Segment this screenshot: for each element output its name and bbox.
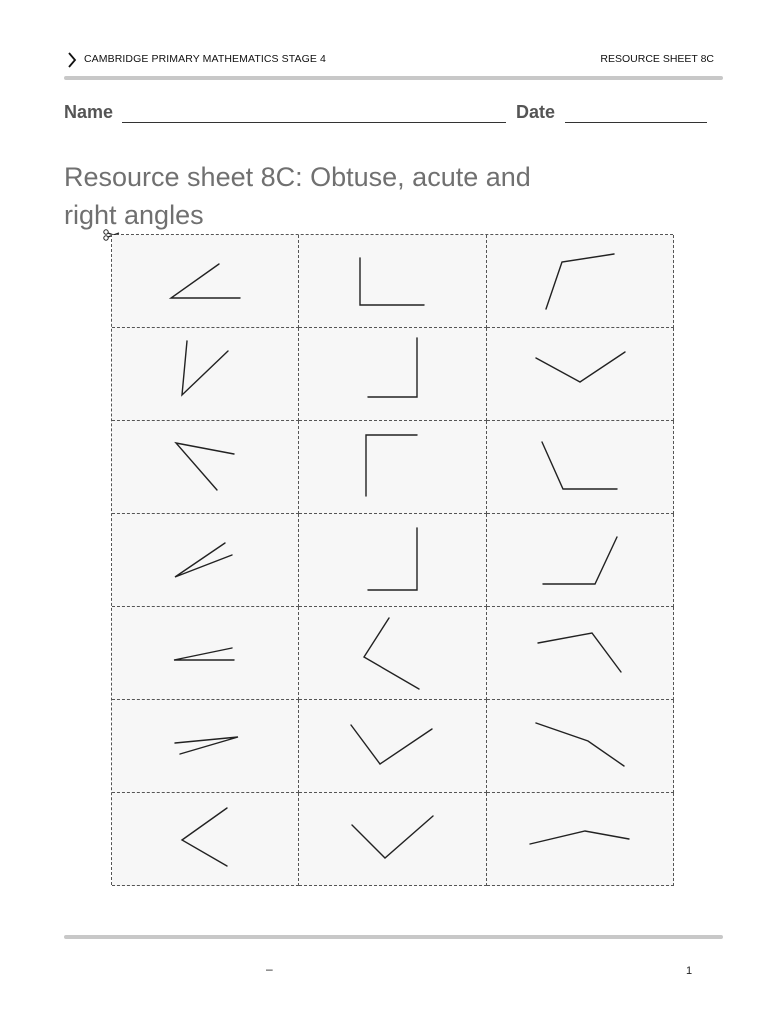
angle-drawing	[299, 793, 486, 885]
angle-drawing	[487, 328, 673, 420]
angle-card-obtuse[interactable]	[299, 607, 487, 700]
angle-card-acute[interactable]	[112, 607, 299, 700]
angle-card-acute[interactable]	[112, 700, 299, 793]
angle-drawing	[112, 793, 298, 885]
angle-card-acute[interactable]	[112, 421, 299, 514]
chevron-right-icon	[64, 50, 80, 70]
angle-card-right[interactable]	[299, 793, 487, 886]
angle-drawing	[487, 793, 673, 885]
date-label: Date	[516, 102, 556, 122]
angle-drawing	[112, 235, 298, 327]
angle-card-right[interactable]	[299, 700, 487, 793]
page-number: 1	[686, 965, 693, 977]
angle-drawing	[487, 607, 673, 699]
angle-drawing	[487, 514, 673, 606]
angle-drawing	[112, 607, 298, 699]
angle-card-right[interactable]	[299, 328, 487, 421]
angle-drawing	[487, 235, 673, 327]
angle-card-obtuse[interactable]	[487, 421, 674, 514]
angle-drawing	[299, 421, 486, 513]
angle-card-right[interactable]	[299, 514, 487, 607]
angle-card-obtuse[interactable]	[487, 328, 674, 421]
angle-card-acute[interactable]	[112, 328, 299, 421]
angle-card-acute[interactable]	[112, 793, 299, 886]
name-date-row	[64, 100, 714, 126]
angle-drawing	[487, 700, 673, 792]
angle-drawing	[112, 328, 298, 420]
footer-divider	[64, 935, 723, 939]
angle-card-obtuse[interactable]	[487, 607, 674, 700]
angle-drawing	[112, 700, 298, 792]
angle-drawing	[112, 514, 298, 606]
angle-drawing	[299, 328, 486, 420]
angle-card-acute[interactable]	[112, 235, 299, 328]
name-label: Name	[64, 102, 114, 122]
angle-cards-grid	[111, 234, 673, 885]
date-field[interactable]	[565, 122, 707, 123]
angle-card-right[interactable]	[299, 421, 487, 514]
angle-card-obtuse[interactable]	[487, 793, 674, 886]
header-right-title: RESOURCE SHEET 8C	[600, 53, 714, 65]
angle-drawing	[112, 421, 298, 513]
page-title: Resource sheet 8C: Obtuse, acute and right angles	[64, 162, 531, 231]
angle-drawing	[299, 235, 486, 327]
header-divider	[64, 76, 723, 80]
name-field[interactable]	[122, 122, 506, 123]
angle-drawing	[299, 607, 486, 699]
header-left-title: CAMBRIDGE PRIMARY MATHEMATICS STAGE 4	[84, 53, 326, 65]
angle-card-obtuse[interactable]	[487, 700, 674, 793]
page-header	[64, 50, 714, 70]
angle-card-acute[interactable]	[112, 514, 299, 607]
angle-card-right[interactable]	[299, 235, 487, 328]
angle-drawing	[299, 514, 486, 606]
angle-card-obtuse[interactable]	[487, 514, 674, 607]
angle-drawing	[299, 700, 486, 792]
angle-card-obtuse[interactable]	[487, 235, 674, 328]
footer-mark: –	[266, 962, 273, 976]
angle-drawing	[487, 421, 673, 513]
